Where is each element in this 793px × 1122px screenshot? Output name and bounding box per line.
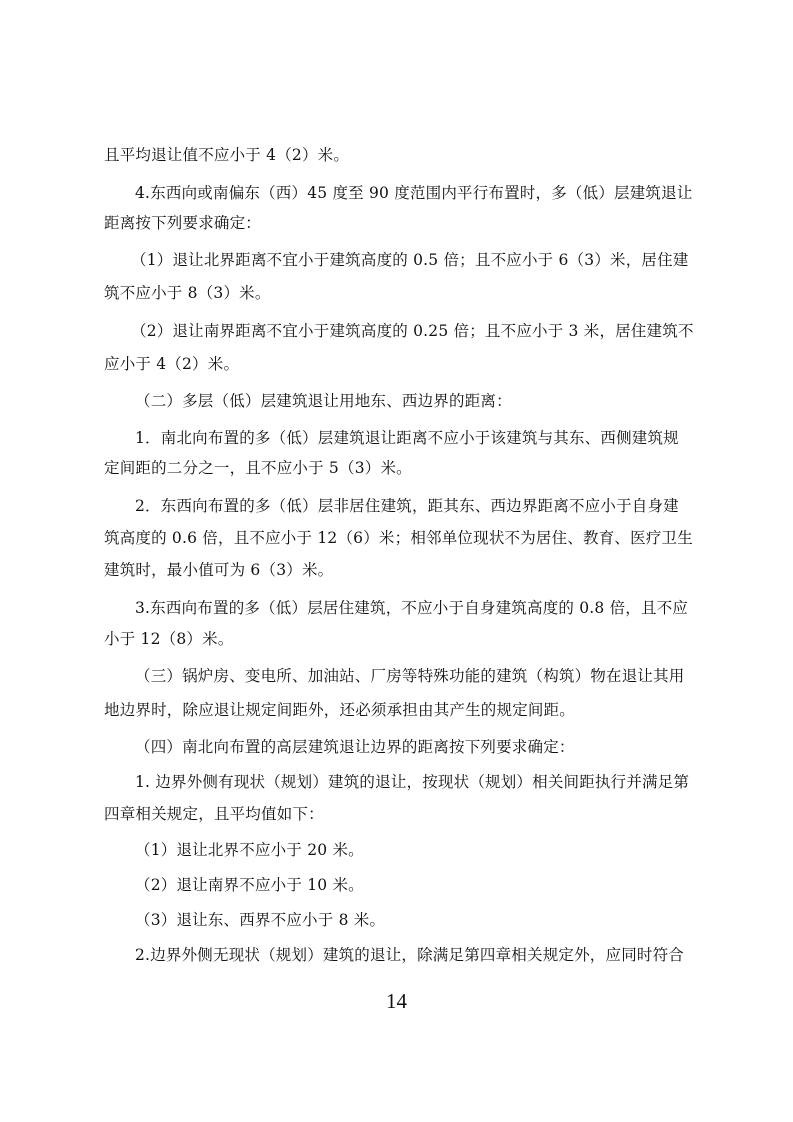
text-line: （3）退让东、西界不应小于 8 米。 <box>135 911 386 929</box>
text-line: 2.边界外侧无现状（规划）建筑的退让，除满足第四章相关规定外，应同时符合 <box>135 946 684 964</box>
text-line: 地边界时，除应退让规定间距外，还必须承担由其产生的规定间距。 <box>104 701 576 719</box>
page-number: 14 <box>386 989 407 1013</box>
text-line: 4.东西向或南偏东（西）45 度至 90 度范围内平行布置时，多（低）层建筑退让 <box>135 184 693 202</box>
text-line: 应小于 4（2）米。 <box>104 355 240 373</box>
text-line: 筑不应小于 8（3）米。 <box>104 284 271 302</box>
text-line: 1．南北向布置的多（低）层建筑退让距离不应小于该建筑与其东、西侧建筑规 <box>135 429 679 447</box>
text-line: （三）锅炉房、变电所、加油站、厂房等特殊功能的建筑（构筑）物在退让其用 <box>135 667 685 685</box>
text-line: 筑高度的 0.6 倍，且不应小于 12（6）米；相邻单位现状不为居住、教育、医疗卫生 <box>104 529 693 547</box>
text-line: 四章相关规定，且平均值如下： <box>104 805 324 823</box>
text-line: （2）退让南界距离不宜小于建筑高度的 0.25 倍；且不应小于 3 米，居住建筑不 <box>131 322 694 340</box>
text-line: （二）多层（低）层建筑退让用地东、西边界的距离： <box>135 392 512 410</box>
text-line: （1）退让北界不应小于 20 米。 <box>135 841 364 859</box>
text-line: 距离按下列要求确定： <box>104 214 262 232</box>
text-line: 建筑时，最小值可为 6（3）米。 <box>104 561 334 579</box>
text-line: 1. 边界外侧有现状（规划）建筑的退让，按现状（规划）相关间距执行并满足第 <box>135 773 690 791</box>
text-line: 2．东西向布置的多（低）层非居住建筑，距其东、西边界距离不应小于自身建 <box>135 497 679 515</box>
text-line: （四）南北向布置的高层建筑退让边界的距离按下列要求确定： <box>135 738 575 756</box>
text-line: 且平均退让值不应小于 4（2）米。 <box>104 146 350 164</box>
text-line: 3.东西向布置的多（低）层居住建筑，不应小于自身建筑高度的 0.8 倍，且不应 <box>135 599 689 617</box>
text-line: 定间距的二分之一，且不应小于 5（3）米。 <box>104 459 412 477</box>
text-line: （1）退让北界距离不宜小于建筑高度的 0.5 倍；且不应小于 6（3）米，居住建 <box>131 251 689 269</box>
text-line: （2）退让南界不应小于 10 米。 <box>135 876 364 894</box>
text-line: 小于 12（8）米。 <box>104 630 234 648</box>
